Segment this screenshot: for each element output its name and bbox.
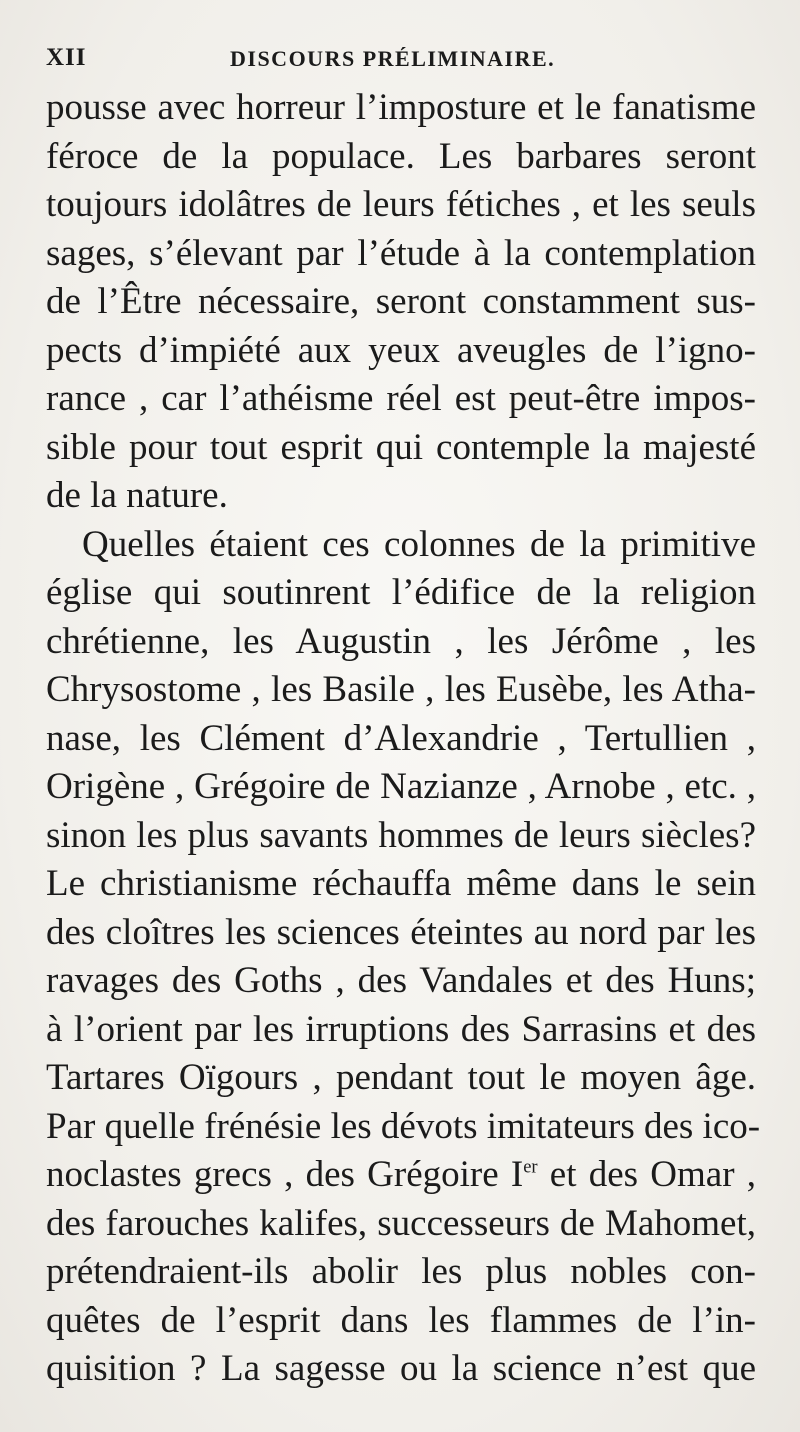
text-line: de la nature.	[46, 475, 228, 516]
text-line: Chrysostome , les Basile , les Eusèbe, les Atha-	[46, 669, 756, 710]
text-line: pects d’impiété aux yeux aveugles de l’igno-	[46, 329, 756, 371]
text-line: de l’Être nécessaire, seront constamment sus-	[46, 281, 756, 322]
text-line: rance , car l’athéisme réel est peut-être impos-	[46, 378, 756, 419]
text-line: des farouches kalifes, successeurs de Mahomet,	[46, 1202, 756, 1244]
body-text	[46, 84, 761, 1394]
text-line: sinon les plus savants hommes de leurs siècles?	[46, 814, 756, 856]
text-line: à l’orient par les irruptions des Sarrasins et des	[46, 1008, 756, 1050]
paragraph-1	[46, 84, 756, 521]
text-line: ravages des Goths , des Vandales et des Huns;	[46, 960, 756, 1001]
text-line: église qui soutinrent l’édifice de la religion	[46, 572, 756, 613]
text-line: sible pour tout esprit qui contemple la majesté	[46, 426, 756, 468]
text-line: Quelles étaient ces colonnes de la primitive	[82, 523, 756, 565]
page-number: XII	[46, 44, 87, 71]
text-line: Tartares Oïgours , pendant tout le moyen âge.	[46, 1057, 756, 1098]
text-fragment: noclastes grecs , des Grégoire I	[46, 1154, 524, 1195]
text-line: féroce de la populace. Les barbares seront	[46, 135, 756, 177]
page-header	[46, 36, 756, 76]
superscript: er	[523, 1157, 538, 1178]
text-line: prétendraient-ils abolir les plus nobles con-	[46, 1251, 756, 1292]
text-line: toujours idolâtres de leurs fétiches , et les seuls	[46, 184, 756, 225]
text-line: Le christianisme réchauffa même dans le sein	[46, 863, 756, 904]
running-title: DISCOURS PRÉLIMINAIRE.	[230, 46, 556, 71]
text-line: chrétienne, les Augustin , les Jérôme , les	[46, 620, 756, 662]
text-line: pousse avec horreur l’imposture et le fanatisme	[46, 87, 756, 128]
text-line: quisition ? La sagesse ou la science n’est que	[46, 1348, 756, 1389]
text-line: nase, les Clément d’Alexandrie , Tertullien ,	[46, 717, 756, 759]
text-line: quêtes de l’esprit dans les flammes de l’in-	[46, 1299, 756, 1341]
text-line: Origène , Grégoire de Nazianze , Arnobe , etc. ,	[46, 766, 756, 807]
text-line	[46, 1151, 756, 1200]
text-line: des cloîtres les sciences éteintes au nord par les	[46, 911, 756, 953]
paragraph-2	[46, 521, 761, 1394]
text-line: sages, s’élevant par l’étude à la contemplation	[46, 232, 756, 274]
text-line: Par quelle frénésie les dévots imitateurs des ico-	[46, 1105, 761, 1147]
text-fragment: et des Omar ,	[537, 1154, 756, 1195]
